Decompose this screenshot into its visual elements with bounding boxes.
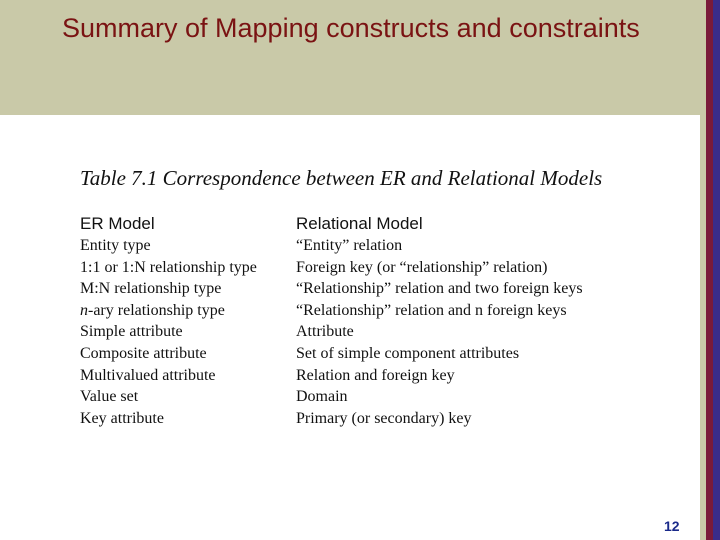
relational-cell: “Relationship” relation and two foreign keys bbox=[296, 280, 583, 298]
er-cell: Composite attribute bbox=[80, 344, 207, 362]
relational-model-header: Relational Model bbox=[296, 214, 423, 233]
relational-cell: Domain bbox=[296, 388, 348, 406]
er-cell-italic-n: n bbox=[80, 301, 88, 319]
er-cell: Value set bbox=[80, 388, 139, 406]
relational-cell: Set of simple component attributes bbox=[296, 344, 520, 362]
slide-title: Summary of Mapping constructs and constraints bbox=[62, 13, 640, 43]
er-cell: Multivalued attribute bbox=[80, 366, 216, 384]
relational-cell: Primary (or secondary) key bbox=[296, 409, 472, 427]
er-cell: Key attribute bbox=[80, 409, 164, 427]
decorative-stripe-blue bbox=[713, 0, 720, 540]
relational-cell: “Relationship” relation and n foreign keys bbox=[296, 301, 567, 319]
relational-model-column bbox=[296, 213, 583, 429]
relational-cell: Foreign key (or “relationship” relation) bbox=[296, 258, 548, 276]
er-cell-rest: -ary relationship type bbox=[88, 301, 225, 319]
relational-cell: Relation and foreign key bbox=[296, 366, 455, 384]
er-cell bbox=[80, 300, 257, 322]
relational-cell: “Entity” relation bbox=[296, 237, 403, 254]
er-cell: Simple attribute bbox=[80, 323, 183, 341]
er-model-header: ER Model bbox=[80, 214, 155, 233]
er-model-column bbox=[80, 213, 257, 429]
er-cell: Entity type bbox=[80, 237, 151, 254]
page-number: 12 bbox=[664, 518, 680, 534]
table-caption: Table 7.1 Correspondence between ER and Relational Models bbox=[80, 166, 603, 190]
er-cell: 1:1 or 1:N relationship type bbox=[80, 258, 257, 276]
relational-cell: Attribute bbox=[296, 323, 354, 341]
er-cell: M:N relationship type bbox=[80, 280, 222, 298]
decorative-stripe-maroon bbox=[706, 0, 713, 540]
